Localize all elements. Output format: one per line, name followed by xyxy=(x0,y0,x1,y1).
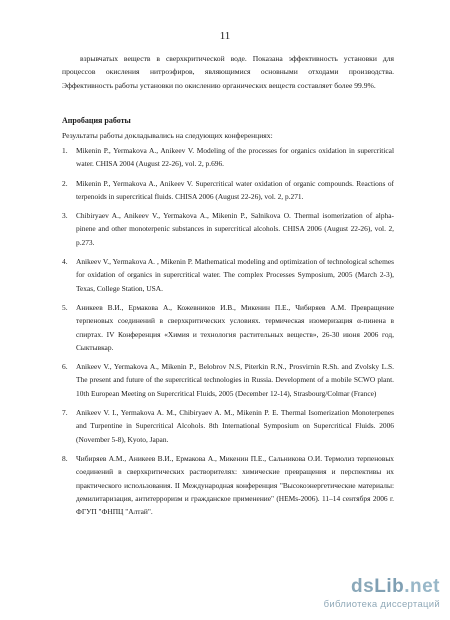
list-item-text: Anikeev V., Yermakova A., Mikenin P., Belobrov N.S, Piterkin R.N., Prosvirnin R.Sh. and Zvolsky L.S. The present and future of the supercritical technologies in Russia. Development of a mobile SCWO plant. 10th European Meeting on Supercritical Fluids, 2005 (December 12-14), Strasbourg/Colmar (France) xyxy=(76,362,394,398)
list-item-text: Anikeev V., Yermakova A. , Mikenin P. Mathematical modeling and optimization of technological schemes for oxidation of organics in supercritical water. The complex Processes Symposium, 2005 (March 2-3), Texas, College Station, USA. xyxy=(76,257,394,293)
lead-sentence: Результаты работы докладывались на следующих конференциях: xyxy=(62,131,273,140)
list-number: 7. xyxy=(62,408,68,418)
list-item xyxy=(62,209,394,249)
list-item-text: Mikenin P., Yermakova A., Anikeev V. Modeling of the processes for organics oxidation in supercritical water. CHISA 2004 (August 22-26), vol. 2, p.696. xyxy=(76,146,394,169)
list-number: 6. xyxy=(62,362,68,372)
list-item xyxy=(62,406,394,446)
list-number: 4. xyxy=(62,257,68,267)
list-item-text: Anikeev V. I., Yermakova A. M., Chibiryaev A. M., Mikenin P. E. Thermal Isomerization Monoterpenes and Turpentine in Supercritical Alcohols. 8th International Symposium on Supercritical Fluids. 2006 (November 5-8), Kyoto, Japan. xyxy=(76,408,394,444)
list-item xyxy=(62,177,394,204)
list-number: 5. xyxy=(62,302,68,312)
watermark-logo-net: .net xyxy=(404,576,440,597)
list-item-text: Чибиряев А.М., Аникеев В.И., Ермакова А., Микенин П.Е., Сальникова О.И. Термолиз терпеновых соединений в сверхкритических растворителях: химические превращения и перспективы их практического использования. II Международная конференция "Высокоэнергетические материалы: демилитаризация, антитерроризм и гражданское применение" (HEMs-2006). 11–14 сентября 2006 г. ФГУП "ФНПЦ "Алтай". xyxy=(76,453,394,517)
watermark-subtitle: библиотека диссертаций xyxy=(323,599,440,610)
list-item-text: Аникеев В.И., Ермакова А., Кожевников И.В., Микенин П.Е., Чибиряев А.М. Превращение терпеновых соединений в сверхкритических условиях. термическая изомеризация α-пинена в спиртах. IV Конференция «Химия и технология растительных веществ», 26-30 июня 2006 год, Сыктывкар. xyxy=(76,302,394,352)
list-item xyxy=(62,360,394,400)
intro-paragraph: взрывчатых веществ в сверхкритической воде. Показана эффективность установки для процессов окисления нитроэфиров, являющимися основными отходами производства. Эффективность работы установки по окислению органических веществ составляет более 99.9%. xyxy=(62,54,394,90)
list-item xyxy=(62,301,394,354)
list-number: 2. xyxy=(62,178,68,188)
list-item xyxy=(62,144,394,171)
watermark-logo-ds: ds xyxy=(351,576,375,597)
list-item-text: Chibiryaev A., Anikeev V., Yermakova A., Mikenin P., Salnikova O. Thermal isomerization of alpha-pinene and other monoterpenic substances in supercritical alcohols. CHISA 2006 (August 22-26), vol. 2, p.273. xyxy=(76,211,394,247)
watermark-logo xyxy=(324,576,440,598)
list-number: 3. xyxy=(62,211,68,221)
list-item-text: Mikenin P., Yermakova A., Anikeev V. Supercritical water oxidation of organic compounds. Reactions of terpenoids in supercritical fluids. CHISA 2006 (August 22-26), vol. 2, p.271. xyxy=(76,178,394,201)
watermark-logo-lib: Lib xyxy=(374,576,405,597)
section-title: Апробация работы xyxy=(62,116,131,125)
watermark xyxy=(324,576,440,610)
list-item xyxy=(62,452,394,518)
list-number: 1. xyxy=(62,146,68,155)
conference-list xyxy=(62,144,394,524)
page-number: 11 xyxy=(219,30,231,42)
list-number: 8. xyxy=(62,453,68,463)
list-item xyxy=(62,255,394,295)
